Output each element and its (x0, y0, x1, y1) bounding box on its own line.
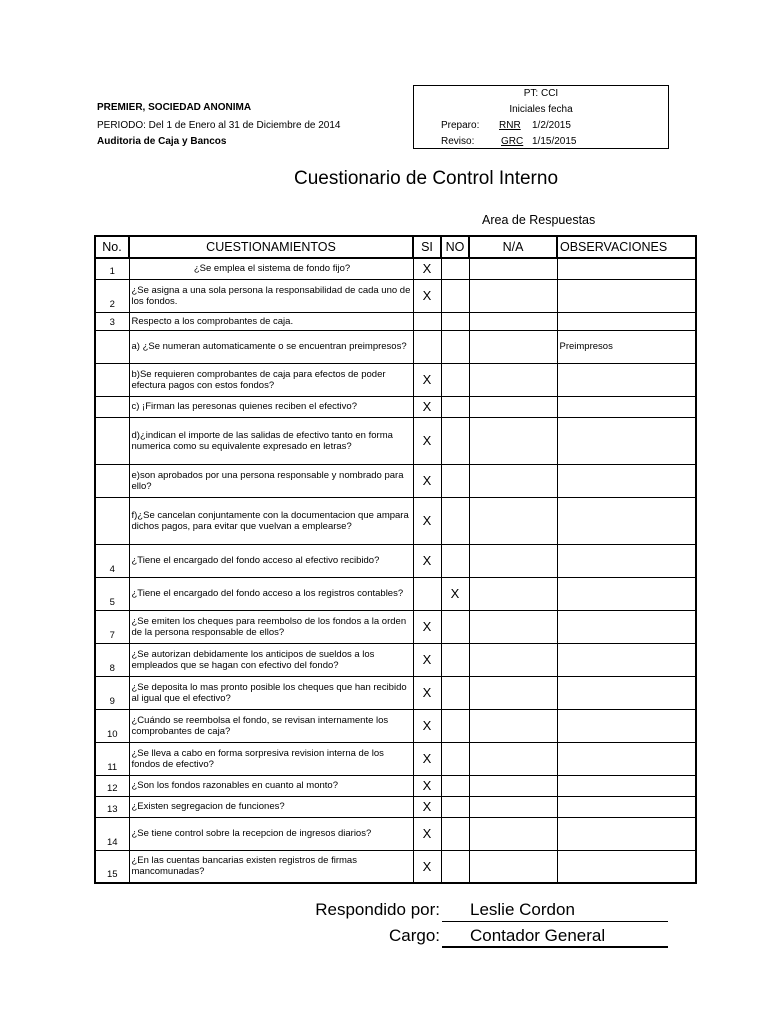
table-row (95, 544, 696, 577)
answer-na (469, 817, 557, 850)
answer-na (469, 330, 557, 363)
observation (557, 363, 696, 396)
observation (557, 497, 696, 544)
initials-date-heading: Iniciales fecha (509, 104, 573, 115)
answer-si: X (413, 676, 441, 709)
answer-na (469, 610, 557, 643)
answer-no (441, 544, 469, 577)
answer-no (441, 796, 469, 817)
reviewed-date: 1/15/2015 (532, 136, 577, 147)
answer-na (469, 396, 557, 417)
table-row (95, 330, 696, 363)
answer-si: X (413, 796, 441, 817)
row-number: 12 (95, 775, 129, 796)
question-text: ¿Se tiene control sobre la recepcion de ingresos diarios? (129, 817, 413, 850)
answer-na (469, 464, 557, 497)
observation (557, 396, 696, 417)
question-text: ¿En las cuentas bancarias existen registros de firmas mancomunadas? (129, 850, 413, 883)
table-row (95, 363, 696, 396)
answer-no (441, 817, 469, 850)
answer-si: X (413, 817, 441, 850)
observation (557, 464, 696, 497)
row-number: 2 (95, 279, 129, 312)
answer-si: X (413, 544, 441, 577)
answered-by-underline (442, 921, 668, 922)
workpaper-ref: PT: CCI (523, 88, 559, 99)
table-row (95, 312, 696, 330)
answer-no (441, 330, 469, 363)
answer-si: X (413, 497, 441, 544)
answer-si: X (413, 417, 441, 464)
row-number (95, 363, 129, 396)
table-row (95, 796, 696, 817)
question-text: ¿Se asigna a una sola persona la responsabilidad de cada uno de los fondos. (129, 279, 413, 312)
reviewed-label: Reviso: (441, 136, 475, 147)
col-header-no: No. (95, 236, 129, 258)
workpaper-box (413, 85, 669, 149)
row-number (95, 330, 129, 363)
row-number: 9 (95, 676, 129, 709)
row-number (95, 464, 129, 497)
row-number: 4 (95, 544, 129, 577)
page-title: Cuestionario de Control Interno (293, 168, 559, 189)
question-text: ¿Se emplea el sistema de fondo fijo? (129, 258, 413, 279)
table-row (95, 676, 696, 709)
company-name: PREMIER, SOCIEDAD ANONIMA (97, 102, 252, 113)
answer-no (441, 775, 469, 796)
observation (557, 775, 696, 796)
col-header-questions: CUESTIONAMIENTOS (129, 236, 413, 258)
answer-na (469, 643, 557, 676)
answer-no (441, 312, 469, 330)
table-header-row (95, 236, 696, 258)
answer-si: X (413, 279, 441, 312)
answer-si: X (413, 850, 441, 883)
col-header-observations: OBSERVACIONES (557, 236, 696, 258)
position-underline (442, 946, 668, 948)
answer-na (469, 497, 557, 544)
answer-si: X (413, 709, 441, 742)
row-number (95, 396, 129, 417)
row-number: 11 (95, 742, 129, 775)
question-text: e)son aprobados por una persona responsable y nombrado para ello? (129, 464, 413, 497)
answer-si: X (413, 775, 441, 796)
table-row (95, 464, 696, 497)
answer-no (441, 363, 469, 396)
col-header-no-answer: NO (441, 236, 469, 258)
questionnaire-table (94, 235, 697, 884)
row-number: 5 (95, 577, 129, 610)
answered-by-label: Respondido por: (315, 900, 440, 919)
answer-no (441, 742, 469, 775)
question-text: ¿Cuándo se reembolsa el fondo, se revisan internamente los comprobantes de caja? (129, 709, 413, 742)
observation (557, 258, 696, 279)
observation (557, 676, 696, 709)
answer-no (441, 279, 469, 312)
question-text: ¿Tiene el encargado del fondo acceso al efectivo recibido? (129, 544, 413, 577)
row-number: 3 (95, 312, 129, 330)
position-value: Contador General (470, 926, 606, 945)
answer-na (469, 417, 557, 464)
answer-no (441, 643, 469, 676)
row-number: 15 (95, 850, 129, 883)
col-header-si: SI (413, 236, 441, 258)
question-text: Respecto a los comprobantes de caja. (129, 312, 413, 330)
table-row (95, 850, 696, 883)
answer-na (469, 577, 557, 610)
observation (557, 796, 696, 817)
table-row (95, 258, 696, 279)
answer-si: X (413, 258, 441, 279)
answer-no (441, 258, 469, 279)
answer-si: X (413, 464, 441, 497)
answer-na (469, 258, 557, 279)
prepared-initials: RNR (499, 120, 521, 131)
answer-no (441, 676, 469, 709)
observation (557, 850, 696, 883)
position-label: Cargo: (388, 926, 440, 945)
table-row (95, 497, 696, 544)
question-text: f)¿Se cancelan conjuntamente con la documentacion que ampara dichos pagos, para evitar que vuelvan a emplearse? (129, 497, 413, 544)
table-row (95, 577, 696, 610)
answer-si: X (413, 610, 441, 643)
answers-area-label: Area de Respuestas (482, 213, 596, 227)
observation: Preimpresos (557, 330, 696, 363)
question-text: ¿Se deposita lo mas pronto posible los cheques que han recibido al igual que el efectivo? (129, 676, 413, 709)
table-row (95, 279, 696, 312)
answer-no (441, 610, 469, 643)
row-number: 1 (95, 258, 129, 279)
answer-si: X (413, 643, 441, 676)
row-number (95, 417, 129, 464)
table-row (95, 610, 696, 643)
table-row (95, 817, 696, 850)
question-text: ¿Son los fondos razonables en cuanto al monto? (129, 775, 413, 796)
table-row (95, 742, 696, 775)
observation (557, 742, 696, 775)
observation (557, 577, 696, 610)
answer-na (469, 796, 557, 817)
observation (557, 417, 696, 464)
row-number: 8 (95, 643, 129, 676)
answer-na (469, 775, 557, 796)
answer-na (469, 709, 557, 742)
observation (557, 544, 696, 577)
audit-area: Auditoria de Caja y Bancos (97, 136, 227, 147)
observation (557, 312, 696, 330)
answer-no (441, 709, 469, 742)
table-row (95, 775, 696, 796)
audit-period: PERIODO: Del 1 de Enero al 31 de Diciembre de 2014 (97, 120, 341, 131)
reviewed-initials: GRC (501, 136, 524, 147)
row-number: 10 (95, 709, 129, 742)
answer-na (469, 363, 557, 396)
answer-na (469, 742, 557, 775)
row-number: 13 (95, 796, 129, 817)
question-text: ¿Tiene el encargado del fondo acceso a los registros contables? (129, 577, 413, 610)
answer-na (469, 312, 557, 330)
observation (557, 817, 696, 850)
question-text: c) ¡Firman las peresonas quienes reciben el efectivo? (129, 396, 413, 417)
answer-no (441, 497, 469, 544)
answer-no (441, 396, 469, 417)
answer-si: X (413, 363, 441, 396)
answer-si (413, 312, 441, 330)
answer-na (469, 544, 557, 577)
answer-si: X (413, 742, 441, 775)
answer-na (469, 850, 557, 883)
answer-no (441, 417, 469, 464)
observation (557, 279, 696, 312)
answer-na (469, 676, 557, 709)
table-row (95, 709, 696, 742)
observation (557, 610, 696, 643)
prepared-date: 1/2/2015 (532, 120, 571, 131)
table-row (95, 643, 696, 676)
answer-no (441, 850, 469, 883)
table-row (95, 417, 696, 464)
answer-no (441, 464, 469, 497)
observation (557, 709, 696, 742)
observation (557, 643, 696, 676)
table-row (95, 396, 696, 417)
question-text: b)Se requieren comprobantes de caja para efectos de poder efectura pagos con estos fondos? (129, 363, 413, 396)
question-text: ¿Se emiten los cheques para reembolso de los fondos a la orden de la persona responsable de ellos? (129, 610, 413, 643)
col-header-na: N/A (469, 236, 557, 258)
question-text: ¿Se autorizan debidamente los anticipos de sueldos a los empleados que se hagan con efectivo del fondo? (129, 643, 413, 676)
question-text: a) ¿Se numeran automaticamente o se encuentran preimpresos? (129, 330, 413, 363)
answer-no: X (441, 577, 469, 610)
question-text: ¿Se lleva a cabo en forma sorpresiva revision interna de los fondos de efectivo? (129, 742, 413, 775)
answer-na (469, 279, 557, 312)
row-number: 14 (95, 817, 129, 850)
row-number: 7 (95, 610, 129, 643)
answer-si (413, 330, 441, 363)
question-text: ¿Existen segregacion de funciones? (129, 796, 413, 817)
answer-si: X (413, 396, 441, 417)
question-text: d)¿indican el importe de las salidas de efectivo tanto en forma numerica como su equivalente expresado en letras? (129, 417, 413, 464)
prepared-label: Preparo: (441, 120, 480, 131)
answer-si (413, 577, 441, 610)
answered-by-value: Leslie Cordon (470, 900, 575, 919)
row-number (95, 497, 129, 544)
